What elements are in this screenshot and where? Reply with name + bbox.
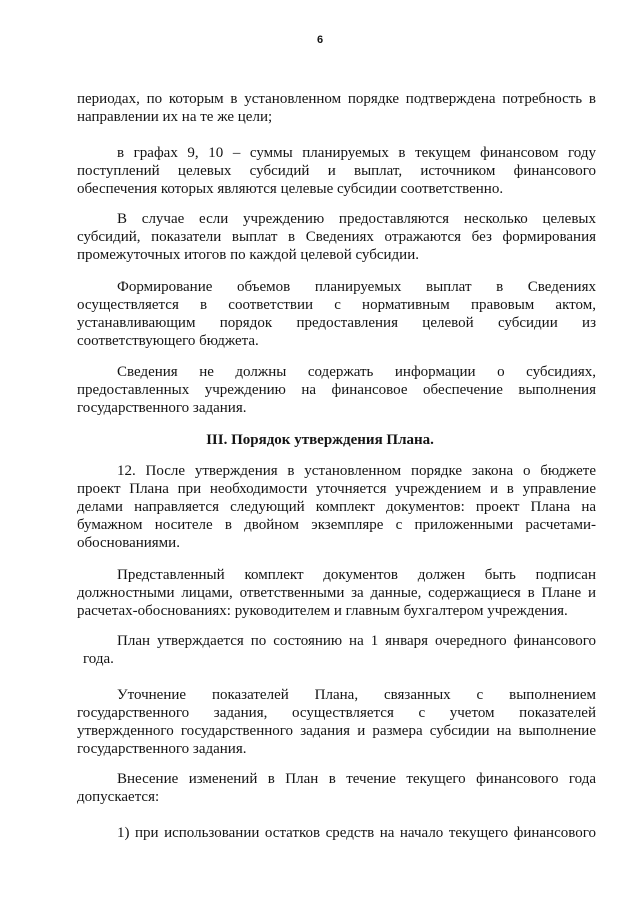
paragraph-line: предоставленных учреждению на финансовое обеспечение выполнения xyxy=(77,382,596,398)
page-number: 6 xyxy=(316,34,324,46)
paragraph-line: проект Плана при необходимости уточняется учреждением и в управление xyxy=(77,481,596,497)
paragraph-line: расчетах-обоснованиях: руководителем и главным бухгалтером учреждения. xyxy=(77,603,568,619)
paragraph-line: делами направляется следующий комплект документов: проект Плана на xyxy=(77,499,596,515)
paragraph-line: в графах 9, 10 – суммы планируемых в текущем финансовом году xyxy=(117,145,596,161)
paragraph-line: Внесение изменений в План в течение текущего финансового года xyxy=(117,771,596,787)
paragraph-line: субсидий, показатели выплат в Сведениях отражаются без формирования xyxy=(77,229,596,245)
paragraph-line: обеспечения которых являются целевые субсидии соответственно. xyxy=(77,181,504,197)
paragraph-line: Представленный комплект документов должен быть подписан xyxy=(117,567,596,583)
paragraph-line: государственного задания. xyxy=(77,400,247,416)
paragraph-line: осуществляется в соответствии с нормативным правовым актом, xyxy=(77,297,596,313)
paragraph-line: 1) при использовании остатков средств на начало текущего финансового xyxy=(117,825,596,841)
paragraph-line: периодах, по которым в установленном порядке подтверждена потребность в xyxy=(77,91,596,107)
paragraph-line: промежуточных итогов по каждой целевой субсидии. xyxy=(77,247,419,263)
paragraph-line: бумажном носителе в двойном экземпляре с приложенными расчетами- xyxy=(77,517,596,533)
paragraph-line: допускается: xyxy=(77,789,160,805)
paragraph-line: В случае если учреждению предоставляются несколько целевых xyxy=(117,211,596,227)
paragraph-line: 12. После утверждения в установленном порядке закона о бюджете xyxy=(117,463,596,479)
paragraph-line: устанавливающим порядок предоставления целевой субсидии из xyxy=(77,315,596,331)
section-heading: III. Порядок утверждения Плана. xyxy=(206,432,434,448)
paragraph-line: государственного задания. xyxy=(77,741,247,757)
paragraph-line: обоснованиями. xyxy=(77,535,180,551)
paragraph-line: государственного задания, осуществляется с учетом показателей xyxy=(77,705,596,721)
paragraph-line: соответствующего бюджета. xyxy=(77,333,259,349)
paragraph-line: года. xyxy=(83,651,114,667)
paragraph-line: должностными лицами, ответственными за данные, содержащиеся в Плане и xyxy=(77,585,596,601)
paragraph-line: Уточнение показателей Плана, связанных с выполнением xyxy=(117,687,596,703)
paragraph-line: направлении их на те же цели; xyxy=(77,109,273,125)
paragraph-line: поступлений целевых субсидий и выплат, источником финансового xyxy=(77,163,596,179)
paragraph-line: утвержденного государственного задания и размера субсидии на выполнение xyxy=(77,723,596,739)
paragraph-line: Формирование объемов планируемых выплат в Сведениях xyxy=(117,279,596,295)
paragraph-line: План утверждается по состоянию на 1 января очередного финансового xyxy=(117,633,596,649)
paragraph-line: Сведения не должны содержать информации о субсидиях, xyxy=(117,364,596,380)
